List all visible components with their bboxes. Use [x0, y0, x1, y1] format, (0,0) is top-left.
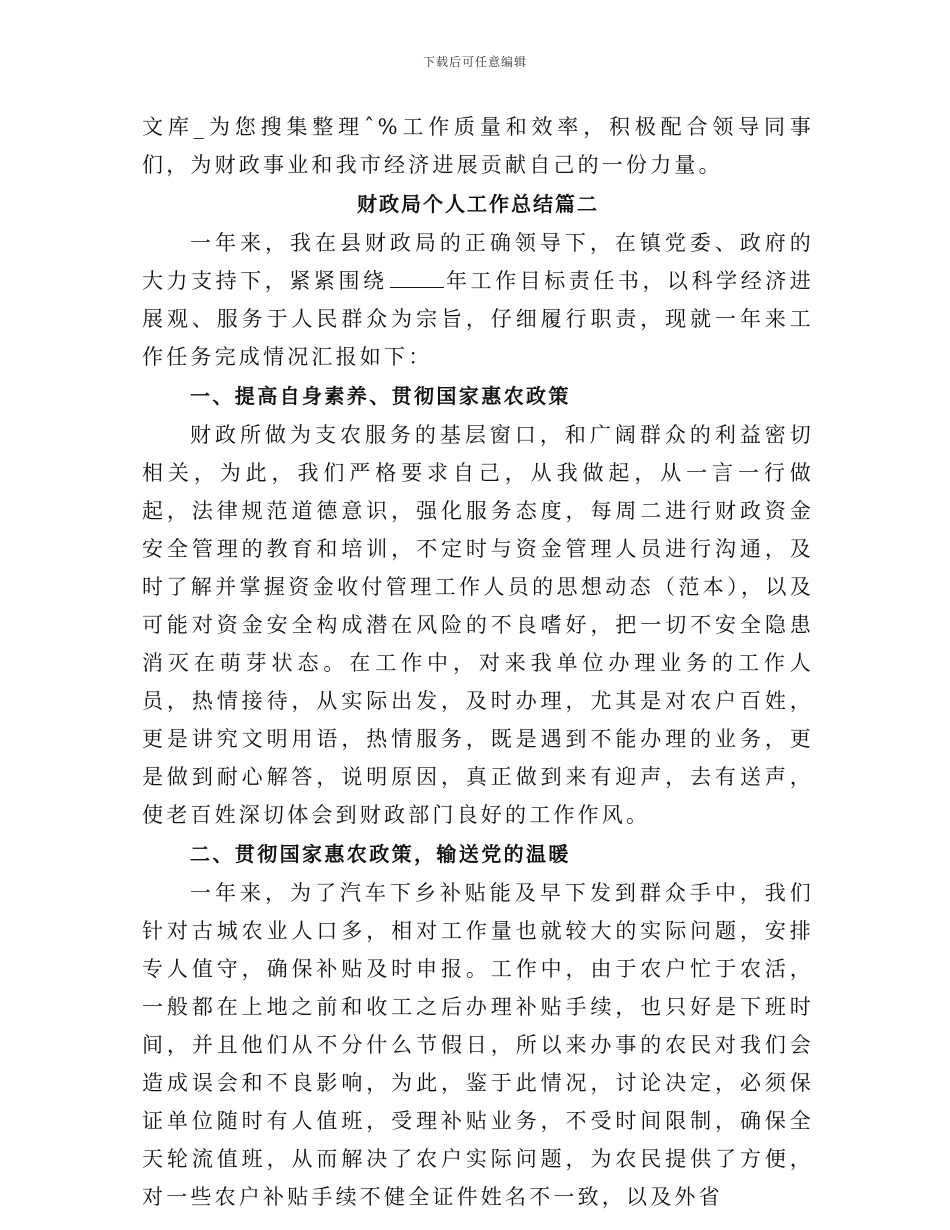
section-2-paragraph: 一年来，为了汽车下乡补贴能及早下发到群众手中，我们针对古城农业人口多，相对工作量也就较大的实际问题，安排专人值守，确保补贴及时申报。工作中，由于农户忙于农活，一般都在上地之前和收工之后办理补贴手续，也只好是下班时间，并且他们从不分什么节假日，所以来办事的农民对我们会造成误会和不良影响，为此，鉴于此情况，讨论决定，必须保证单位随时有人值班，受理补贴业务，不受时间限制，确保全天轮流值班，从而解决了农户实际问题，为农民提供了方便，对一些农户补贴手续不健全证件姓名不一致，以及外省: [142, 881, 814, 1209]
section-1-heading: 一、提高自身素养、贯彻国家惠农政策: [190, 384, 571, 408]
document-body: [142, 108, 814, 1216]
document-title: 财政局个人工作总结篇二: [357, 192, 599, 216]
section-1-paragraph: 财政所做为支农服务的基层窗口，和广阔群众的利益密切相关，为此，我们严格要求自己，从我做起，从一言一行做起，法律规范道德意识，强化服务态度，每周二进行财政资金安全管理的教育和培训，不定时与资金管理人员进行沟通，及时了解并掌握资金收付管理工作人员的思想动态（范本），以及可能对资金安全构成潜在风险的不良嗜好，把一切不安全隐患消灭在萌芽状态。在工作中，对来我单位办理业务的工作人员，热情接待，从实际出发，及时办理，尤其是对农户百姓，更是讲究文明用语，热情服务，既是遇到不能办理的业务，更是做到耐心解答，说明原因，真正做到来有迎声，去有送声，使老百姓深切体会到财政部门良好的工作作风。: [142, 423, 814, 827]
fill-in-blank: [390, 269, 444, 288]
page-header-note: 下载后可任意编辑: [422, 55, 527, 69]
opening-text-before-blank: 一年来，我在县财政局的正确领导下，在镇党委、政府的大力支持下，紧紧围绕: [142, 231, 814, 293]
intro-paragraph: 文库_为您搜集整理ˆ%工作质量和效率，积极配合领导同事们，为财政事业和我市经济进展贡献自己的一份力量。: [142, 115, 814, 177]
section-2-heading: 二、贯彻国家惠农政策，输送党的温暖: [190, 842, 571, 866]
opening-paragraph: [142, 224, 814, 376]
opening-text-after-blank: 年工作目标责任书，以科学经济进展观、服务于人民群众为宗旨，仔细履行职责，现就一年来工作任务完成情况汇报如下：: [142, 269, 815, 369]
